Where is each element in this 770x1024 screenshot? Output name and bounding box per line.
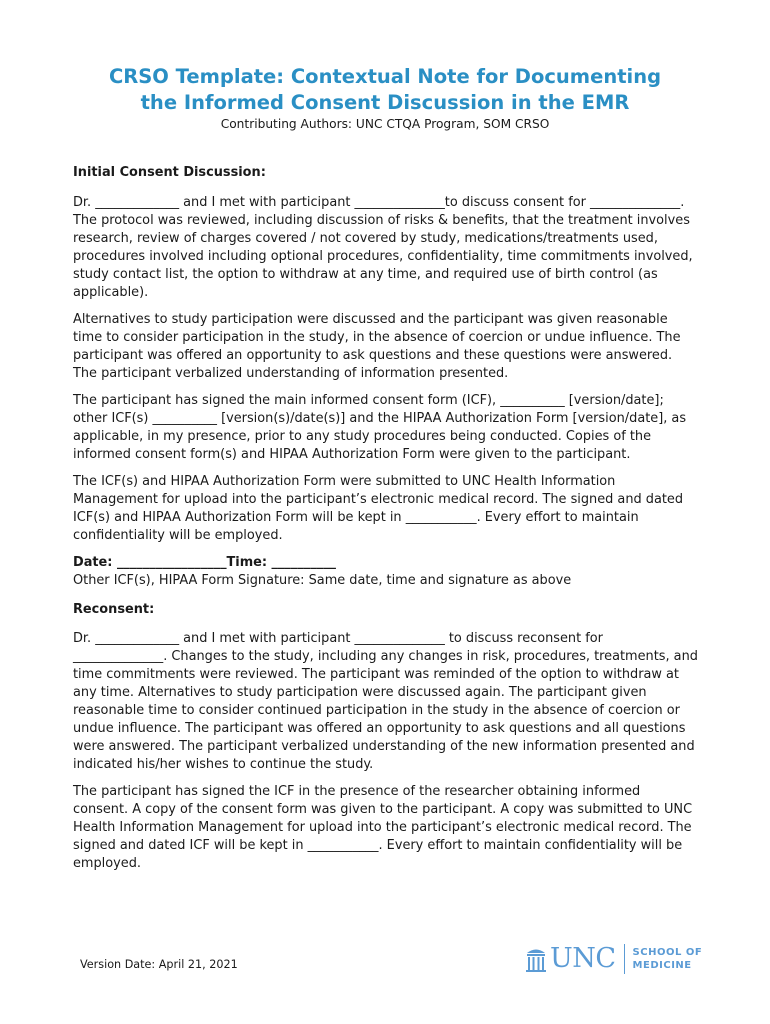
logo-divider <box>624 944 625 974</box>
document-body <box>73 164 698 873</box>
logo-school-line-2: MEDICINE <box>632 960 692 971</box>
reconsent-paragraph-2: The participant has signed the ICF in the presence of the researcher obtaining informed consent. A copy of the consent form was given to the participant. A copy was submitted to UNC Health Information Management for upload into the participant’s electronic medical record. The signed and dated ICF will be kept in ___________. Every effort to maintain confidentiality will be employed. <box>73 784 693 871</box>
other-signature-note: Other ICF(s), HIPAA Form Signature: Same date, time and signature as above <box>73 573 572 588</box>
initial-paragraph-1: Dr. _____________ and I met with participant ______________to discuss consent for ______________. The protocol was reviewed, including discussion of risks & benefits, that the treatment involves research, review of charges covered / not covered by study, medications/treatments used, procedures involved including optional procedures, confidentiality, time commitments involved, study contact list, the option to withdraw at any time, and required use of birth control (as applicable). <box>73 195 693 300</box>
old-well-icon <box>525 945 547 973</box>
initial-paragraph-2: Alternatives to study participation were discussed and the participant was given reasonable time to consider participation in the study, in the absence of coercion or undue influence. The participant was offered an opportunity to ask questions and these questions were answered. The participant verbalized understanding of information presented. <box>73 312 681 381</box>
contributing-authors: Contributing Authors: UNC CTQA Program, SOM CRSO <box>220 117 550 131</box>
document-title <box>0 64 770 116</box>
initial-paragraph-3: The participant has signed the main informed consent form (ICF), __________ [version/date]; other ICF(s) __________ [version(s)/date(s)] and the HIPAA Authorization Form [version/date], as applicable, in my presence, prior to any study procedures being conducted. Copies of the informed consent form(s) and HIPAA Authorization Form were given to the participant. <box>73 393 687 462</box>
date-time-line: Date: _________________Time: __________ <box>73 555 336 570</box>
initial-paragraph-4: The ICF(s) and HIPAA Authorization Form were submitted to UNC Health Information Management for upload into the participant’s electronic medical record. The signed and dated ICF(s) and HIPAA Authorization Form will be kept in ___________. Every effort to maintain confidentiality will be employed. <box>73 474 684 543</box>
reconsent-heading: Reconsent: <box>73 602 155 617</box>
title-line-2: the Informed Consent Discussion in the EMR <box>140 91 630 114</box>
school-of-medicine-label <box>633 946 703 972</box>
reconsent-paragraph-1: Dr. _____________ and I met with participant ______________ to discuss reconsent for ______________. Changes to the study, including any changes in risk, procedures, treatments, and time commitments were reviewed. The participant was reminded of the option to withdraw at any time. Alternatives to study participation were discussed again. The participant given reasonable time to consider continued participation in the study in the absence of coercion or undue influence. The participant was offered an opportunity to ask questions and all questions were answered. The participant verbalized understanding of the new information presented and indicated his/her wishes to continue the study. <box>73 631 698 772</box>
unc-wordmark: UNC <box>550 943 616 974</box>
version-date: Version Date: April 21, 2021 <box>80 958 238 971</box>
title-line-1: CRSO Template: Contextual Note for Documenting <box>108 65 662 88</box>
initial-consent-heading: Initial Consent Discussion: <box>73 165 266 180</box>
logo-school-line-1: SCHOOL OF <box>632 947 703 958</box>
unc-school-of-medicine-logo <box>525 942 702 976</box>
